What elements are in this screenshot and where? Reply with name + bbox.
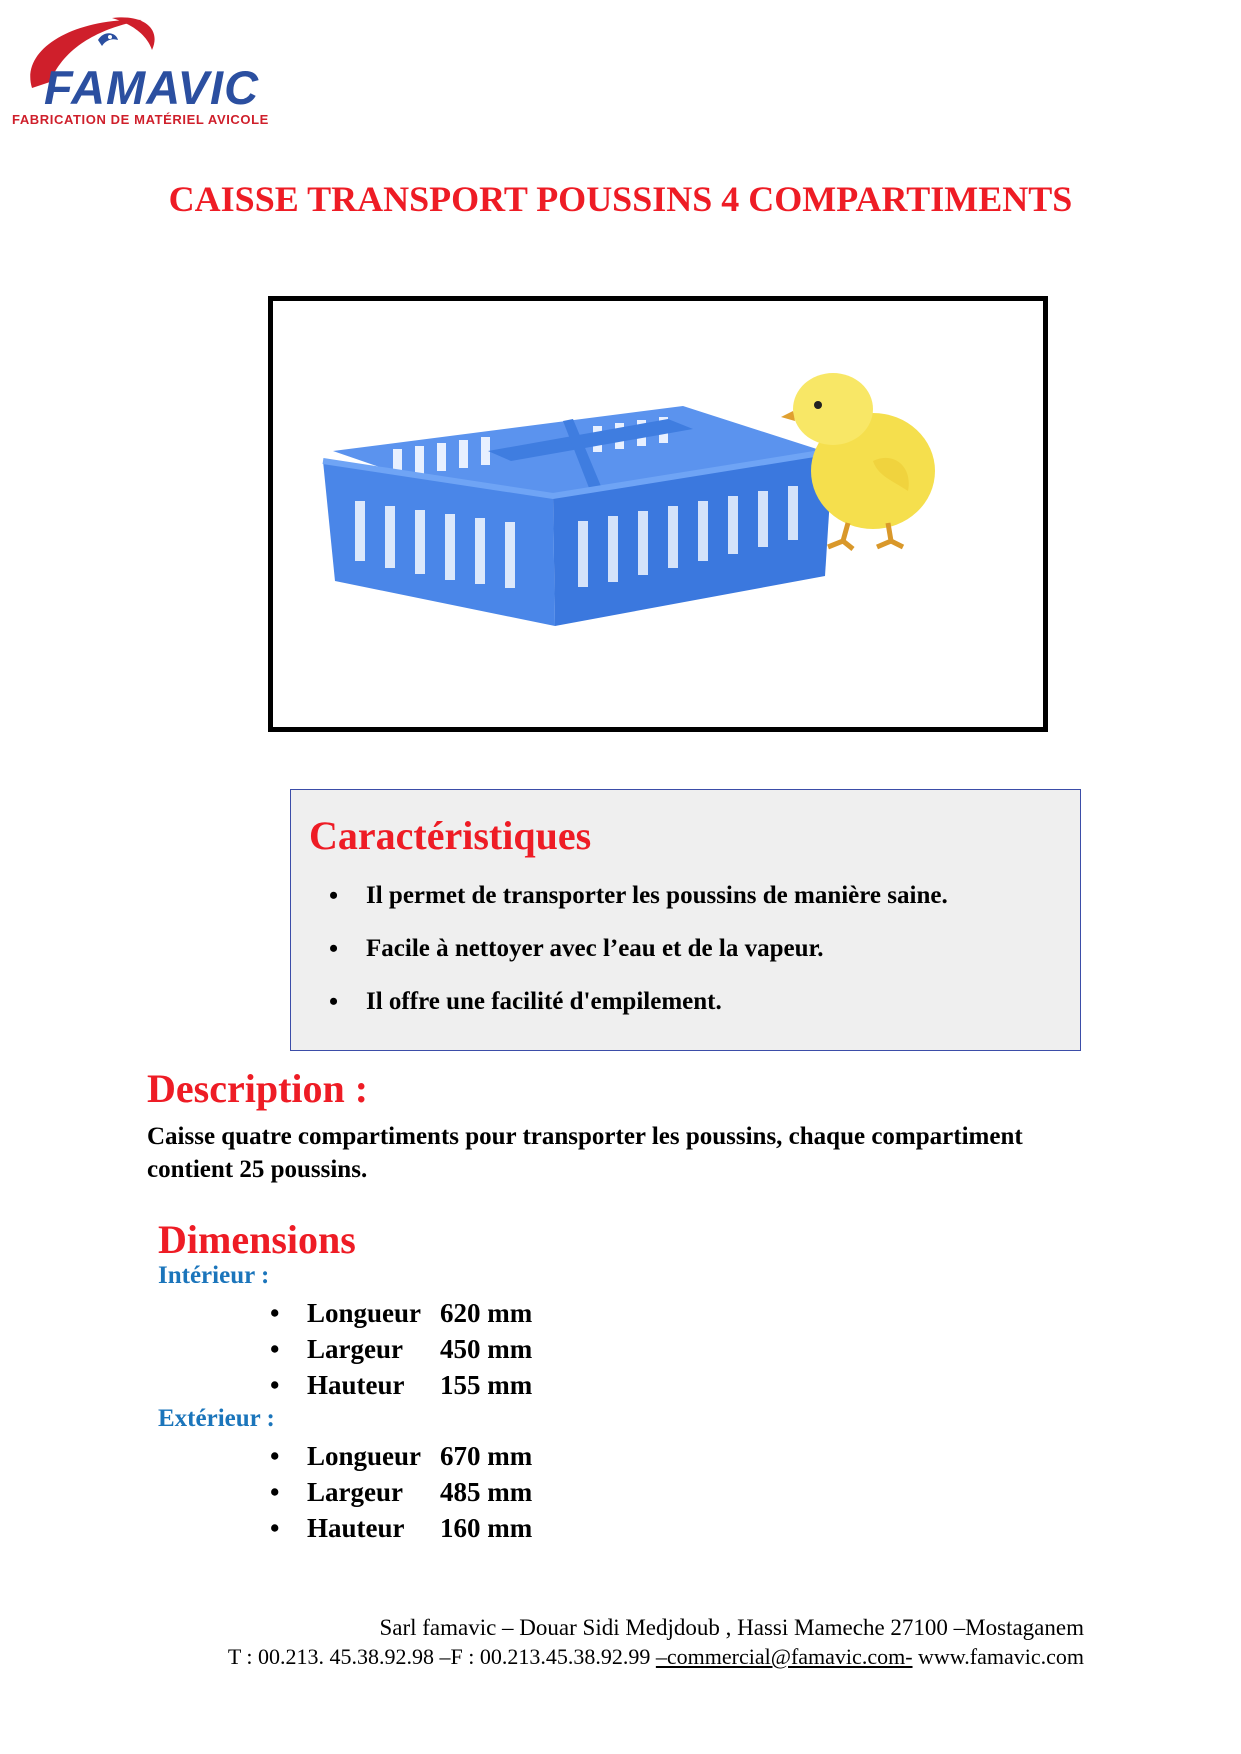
footer-contact (228, 1644, 1084, 1670)
email-link[interactable]: –commercial@famavic.com- (655, 1644, 913, 1669)
caracteristiques-heading: Caractéristiques (309, 813, 592, 858)
footer-address: Sarl famavic – Douar Sidi Medjdoub , Hassi Mameche 27100 –Mostaganem (379, 1615, 1084, 1640)
dimension-name: Hauteur (307, 1370, 405, 1400)
dimensions-heading: Dimensions (158, 1217, 356, 1262)
page-title: CAISSE TRANSPORT POUSSINS 4 COMPARTIMENTS (168, 179, 1073, 219)
interieur-label: Intérieur : (158, 1262, 270, 1289)
dimension-name: Hauteur (307, 1513, 405, 1543)
exterieur-label: Extérieur : (158, 1405, 275, 1432)
list-item: • Facile à nettoyer avec l’eau et de la vapeur. (291, 935, 948, 988)
footer-website[interactable]: www.famavic.com (912, 1644, 1084, 1669)
dimension-name: Longueur (307, 1441, 422, 1471)
dimension-value: 155 mm (440, 1370, 533, 1400)
description-heading: Description : (147, 1066, 369, 1111)
crate-and-chick-illustration (273, 301, 1043, 727)
dimension-value: 620 mm (440, 1298, 533, 1328)
description-text: Caisse quatre compartiments pour transporter les poussins, chaque compartiment contient 25 poussins. (147, 1123, 1023, 1183)
logo-wordmark: FAMAVIC (44, 61, 260, 114)
dimension-name: Longueur (307, 1298, 422, 1328)
caracteristiques-list (291, 882, 948, 1041)
dimension-value: 450 mm (440, 1334, 533, 1364)
dimension-name: Largeur (307, 1334, 403, 1364)
dimension-name: Largeur (307, 1477, 403, 1507)
list-item: • Il offre une facilité d'empilement. (291, 988, 948, 1041)
list-item: • Il permet de transporter les poussins de manière saine. (291, 882, 948, 935)
dimension-value: 485 mm (440, 1477, 533, 1507)
product-photo (268, 296, 1048, 732)
famavic-logo (12, 10, 282, 132)
dimension-value: 160 mm (440, 1513, 533, 1543)
footer-phone-fax: T : 00.213. 45.38.92.98 –F : 00.213.45.38.92.99 (227, 1644, 656, 1669)
dimension-value: 670 mm (440, 1441, 533, 1471)
caracteristiques-box (290, 789, 1081, 1051)
logo-tagline: FABRICATION DE MATÉRIEL AVICOLE (12, 112, 269, 127)
